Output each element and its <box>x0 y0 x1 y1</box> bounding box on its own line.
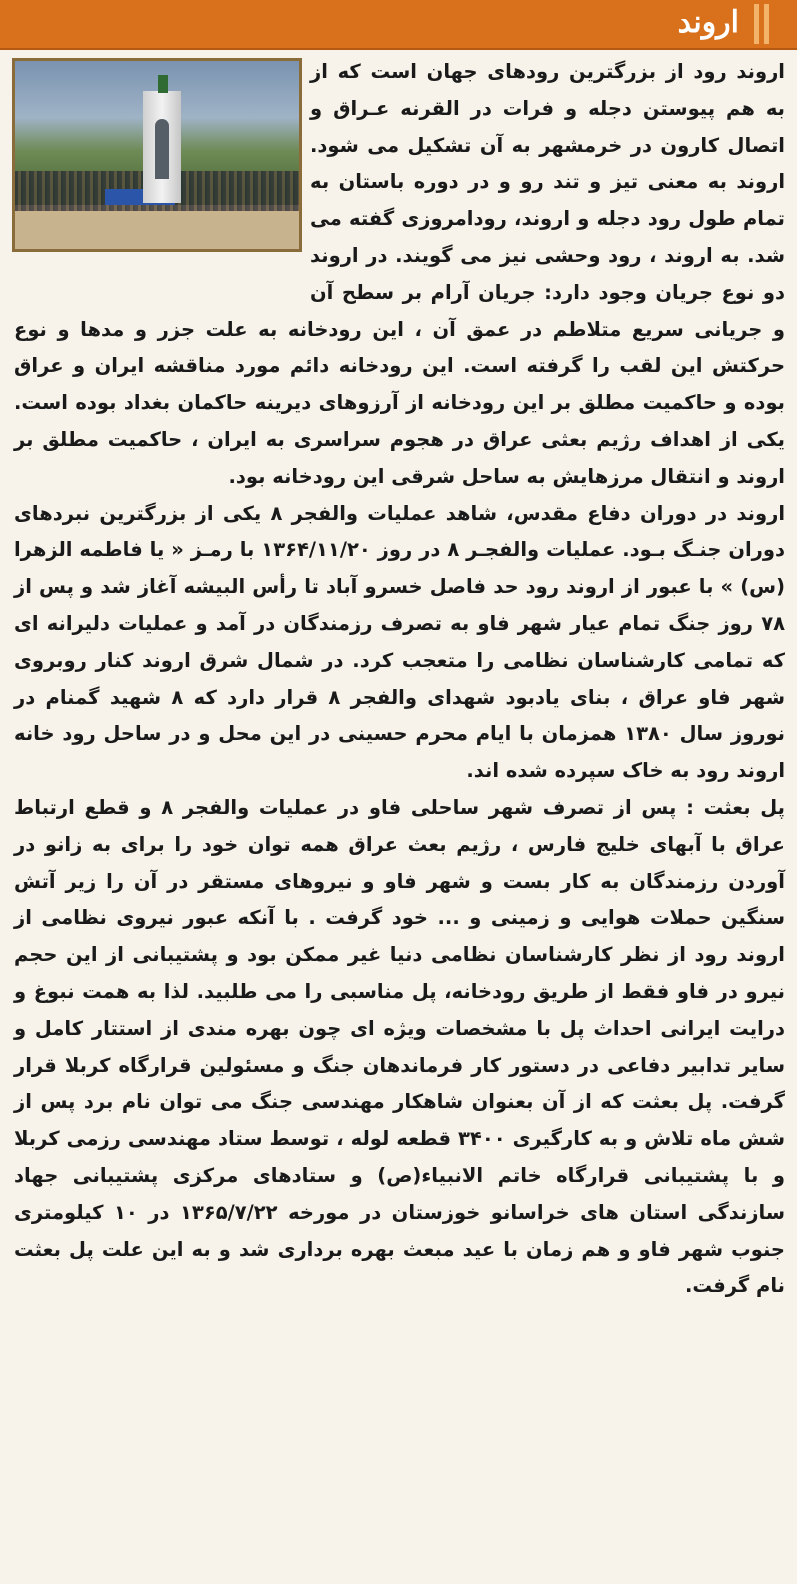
photo-ground <box>15 205 299 249</box>
header-stripes-icon <box>754 4 769 44</box>
flag-icon <box>158 75 168 93</box>
paragraph-valfajr: اروند در دوران دفاع مقدس، شاهد عملیات والفجر ۸ یکی از بزرگترین نبردهای دوران جنـگ بـود. عملیات والفجـر ۸ در روز ۱۳۶۴/۱۱/۲۰ با رمـز « یا فاطمه الزهرا (س) » با عبور از اروند رود حد فاصل خسرو آباد تا رأس البیشه آغاز شد و پس از ۷۸ روز جنگ تمام عیار شهر فاو به تصرف رزمندگان در آمد و عملیات دلیرانه ای که تمامی کارشناسان نظامی را متعجب کرد. در شمال شرق اروند کنار روبروی شهر فاو عراق ، بنای یادبود شهدای والفجر ۸ قرار دارد که ۸ شهید گمنام در نوروز سال ۱۳۸۰ همزمان با ایام محرم حسینی در این محل و در ساحل رود خانه اروند رود به خاک سپرده شده اند. <box>14 501 786 783</box>
section-header <box>0 0 797 50</box>
monument-photo <box>12 58 302 252</box>
paragraph-intro: اروند رود از بزرگترین رودهای جهان است که از به هم پیوستن دجله و فرات در القرنه عـراق و اتصال کارون در خرمشهر به آن تشکیل می شود. اروند به معنی تیز و تند رو و در دوره باستان به تمام طول رود دجله و اروند، رودامروزی گفته می شد. به اروند ، رود وحشی نیز می گویند. در اروند دو نوع جریان وجود دارد: جریان آرام بر سطح آن و جریانی سریع متلاطم در عمق آن ، این رودخانه به علت جزر و مدها و نوع حرکتش این لقب را گرفته است. این رودخانه دائم مورد مناقشه ایران و عراق بوده و حاکمیت مطلق بر این رودخانه از آرزوهای دیرینه حاکمان بغداد بوده است. یکی از اهداف رژیم بعثی عراق در هجوم سراسری به ایران ، حاکمیت مطلق بر اروند و انتقال مرزهایش به ساحل شرقی این رودخانه بود. <box>14 60 785 488</box>
section-title: اروند <box>677 5 739 40</box>
paragraph-besat-bridge: پل بعثت : پس از تصرف شهر ساحلی فاو در عملیات والفجر ۸ و قطع ارتباط عراق با آبهای خلیج فارس ، رژیم بعث عراق همه توان خود را برای به زانو در آوردن رزمندگان به کار بست و شهر فاو و نیروهای مستقر در آن را زیر آتش سنگین حملات هوایی و زمینی و ... خود گرفت . با آنکه عبور نیروی نظامی از اروند رود از نظر کارشناسان نظامی دنیا غیر ممکن بود و پشتیبانی از این حجم نیرو در فاو فقط از طریق رودخانه، پل مناسبی را می طلبید. لذا به همت نبوغ و درایت ایرانی احداث پل با مشخصات ویژه ای چون بهره مندی از استتار کامل و سایر تدابیر دفاعی در دستور کار فرماندهان جنگ و مسئولین قرارگاه کربلا قرار گرفت. پل بعثت که از آن بعنوان شاهکار مهندسی جنگ می توان نام برد پس از شش ماه تلاش و به کارگیری ۳۴۰۰ قطعه لوله ، توسط ستاد مهندسی رزمی کربلا و با پشتیبانی قرارگاه خاتم الانبیاء(ص) و ستادهای مرکزی پشتیبانی جهاد سازندگی استان های خراسانو خوزستان در مورخه ۱۳۶۵/۷/۲۲ در ۱۰ کیلومتری جنوب شهر فاو و هم زمان با عید مبعث بهره برداری شد و به این علت پل بعثت نام گرفت. <box>14 795 786 1298</box>
monument-arch <box>155 119 169 179</box>
